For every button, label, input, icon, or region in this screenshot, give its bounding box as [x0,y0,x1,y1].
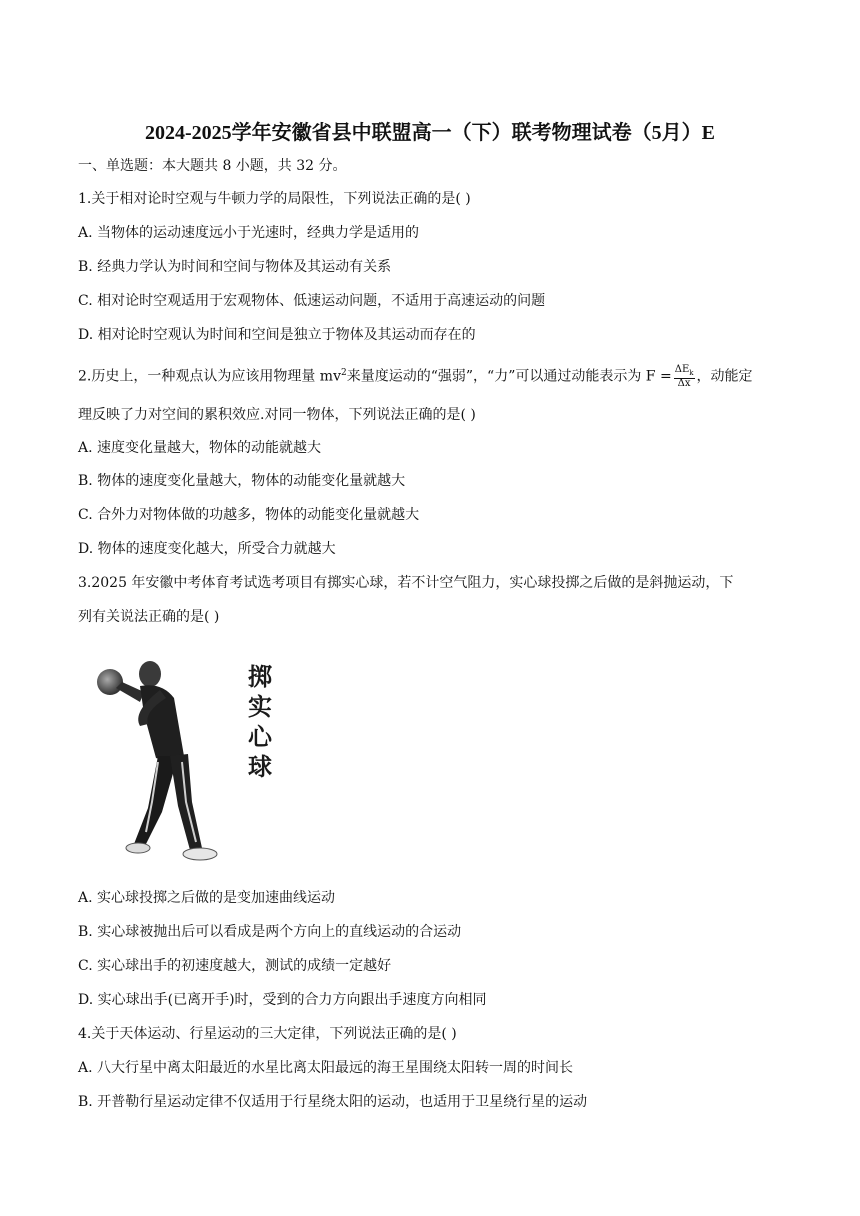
q2-option-a: A. 速度变化量越大，物体的动能就越大 [78,440,322,456]
q3-option-b: B. 实心球被抛出后可以看成是两个方向上的直线运动的合运动 [78,924,462,940]
q2-stem-part3: ，动能定 [696,368,753,385]
ball-icon [97,669,123,695]
q2-stem-line2: 理反映了力对空间的累积效应.对同一物体，下列说法正确的是( ) [78,407,476,423]
q3-stem-line1: 3.2025 年安徽中考体育考试选考项目有掷实心球，若不计空气阻力，实心球投掷之后做的是斜抛运动，下 [78,575,734,591]
q2-frac-subscript: k [689,368,694,377]
q2-option-c: C. 合外力对物体做的功越多，物体的动能变化量就越大 [78,507,420,523]
q2-stem-part2: 来量度运动的“强弱”，“力”可以通过动能表示为 F = [346,368,672,385]
q2-stem-part1: 2.历史上，一种观点认为应该用物理量 mv [78,368,341,385]
q1-option-b: B. 经典力学认为时间和空间与物体及其运动有关系 [78,259,392,275]
head-icon [139,661,161,687]
q2-frac-numerator: ΔE [674,363,690,375]
q4-option-b: B. 开普勒行星运动定律不仅适用于行星绕太阳的运动，也适用于卫星绕行星的运动 [78,1094,588,1110]
q4-option-a: A. 八大行星中离太阳最近的水星比离太阳最远的海王星围绕太阳转一周的时间长 [78,1060,574,1076]
q2-stem-line1 [78,363,788,389]
q2-frac-denominator: Δx [677,377,691,389]
q1-option-d: D. 相对论时空观认为时间和空间是独立于物体及其运动而存在的 [78,327,476,343]
q3-stem-line2: 列有关说法正确的是( ) [78,609,220,625]
figure-caption: 掷实心球 [248,663,272,781]
q1-stem: 1.关于相对论时空观与牛顿力学的局限性，下列说法正确的是( ) [78,191,471,207]
q1-option-a: A. 当物体的运动速度远小于光速时，经典力学是适用的 [78,225,420,241]
q2-exponent: 2 [341,368,347,378]
exam-title: 2024-2025学年安徽省县中联盟高一（下）联考物理试卷（5月）E [145,122,715,144]
q4-stem: 4.关于天体运动、行星运动的三大定律，下列说法正确的是( ) [78,1026,457,1042]
section-heading: 一、单选题：本大题共 8 小题，共 32 分。 [78,158,347,174]
q3-option-c: C. 实心球出手的初速度越大，测试的成绩一定越好 [78,958,392,974]
q2-option-b: B. 物体的速度变化量越大，物体的动能变化量就越大 [78,473,406,489]
q2-fraction [674,365,695,389]
q2-option-d: D. 物体的速度变化越大，所受合力就越大 [78,541,336,557]
q1-option-c: C. 相对论时空观适用于宏观物体、低速运动问题，不适用于高速运动的问题 [78,293,546,309]
q3-option-d: D. 实心球出手(已离开手)时，受到的合力方向跟出手速度方向相同 [78,992,487,1008]
q3-option-a: A. 实心球投掷之后做的是变加速曲线运动 [78,890,336,906]
